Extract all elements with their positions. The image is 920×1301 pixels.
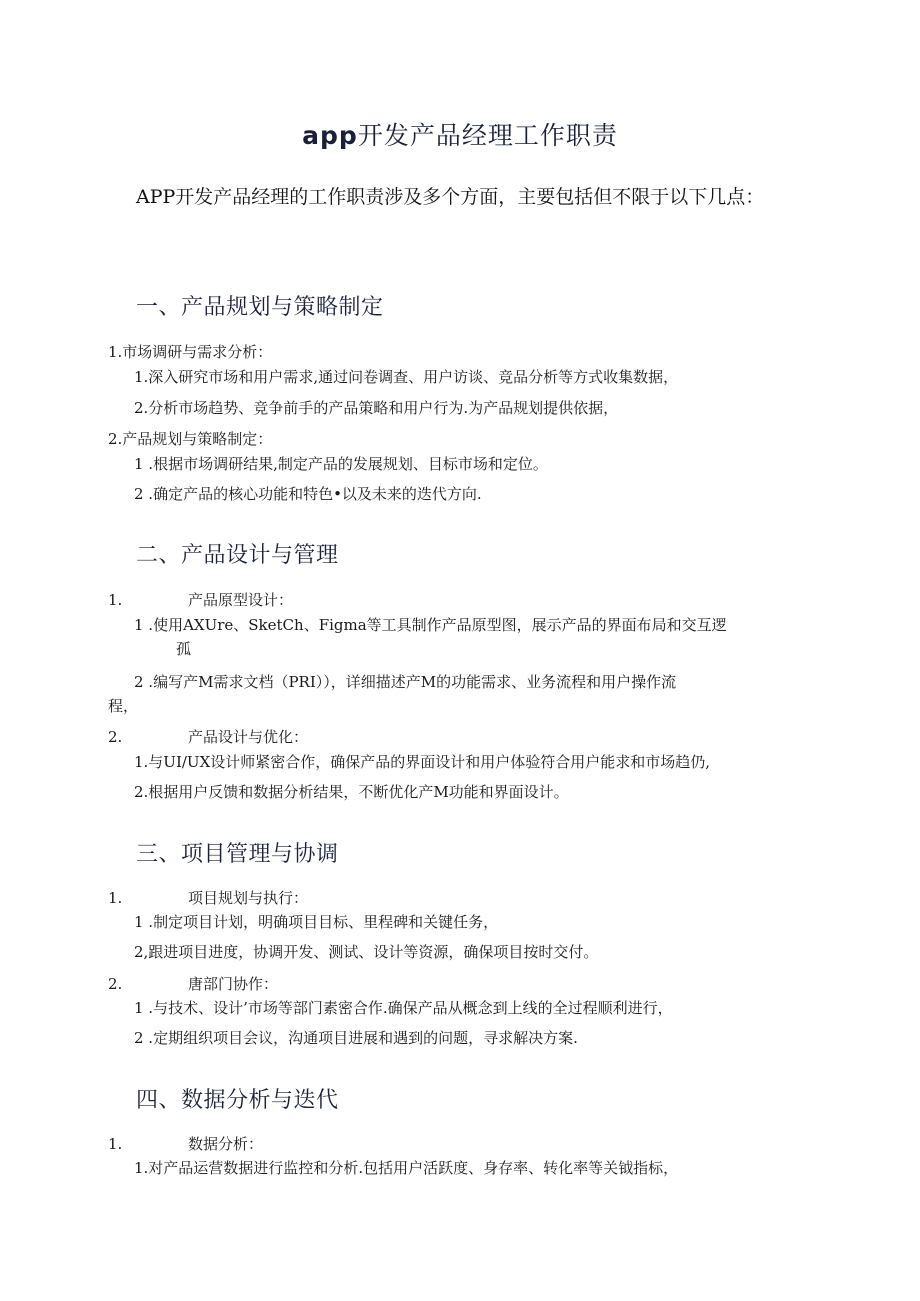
item-label: 2.产品规划与策略制定： [108,430,273,448]
item-number: 1. [108,591,123,609]
item-label-text: 数据分析： [188,1135,264,1153]
item-label [108,726,308,747]
item-number: 1. [108,1135,123,1153]
sub-item: 2 .确定产品的核心功能和特色•以及未来的迭代方向. [134,485,482,503]
item-label [108,1133,263,1154]
item-label-text: 产品原型设计： [188,591,294,609]
sub-item: 2,跟进项目进度，协调开发、测试、设计等资源，确保项目按时交付。 [134,943,599,961]
sub-item: 1.深入研究市场和用户需求,通过问卷调查、用户访谈、竞品分析等方式收集数据， [134,368,679,386]
intro-paragraph: APP开发产品经理的工作职责涉及多个方面，主要包括但不限于以下几点： [136,186,765,208]
sub-item: 1.与UI/UX设计师紧密合作，确保产品的界面设计和用户体验符合用户能求和市场趋仍, [134,753,711,771]
sub-item-continuation: 孤 [176,640,192,658]
sub-item: 1 .根据市场调研结果,制定产品的发展规划、目标市场和定位。 [134,455,548,473]
document-title-rest: 开发产品经理工作职责 [357,121,618,150]
sub-item: 1 .制定项目计划，明确项目目标、里程碑和关键任务， [134,913,499,931]
sub-item: 1 .使用AXUre、SketCh、Figma等工具制作产品原型图，展示产品的界面布局和交互逻 [134,616,727,634]
item-label-text: 唐部门协作： [188,975,279,993]
document-title-latin: app [302,121,358,150]
sub-item: 1 .与技术、设计’市场等部门素密合作.确保产品从概念到上线的全过程顺利进行， [134,999,673,1017]
item-number: 1. [108,889,123,907]
section-heading-2: 二、产品设计与管理 [136,543,339,568]
item-label-text: 产品设计与优化： [188,728,309,746]
sub-item: 2.根据用户反馈和数据分析结果，不断优化产M功能和界面设计。 [134,783,569,801]
item-label [108,589,293,610]
section-heading-3: 三、项目管理与协调 [136,842,339,867]
sub-item: 2 .编写产M需求文档（PRI）），详细描述产M的功能需求、业务流程和用户操作流 [134,673,677,691]
item-label: 1.市场调研与需求分析： [108,343,273,361]
item-number: 2. [108,975,123,993]
sub-item-continuation: 程， [108,697,139,715]
document-title [0,116,920,152]
section-heading-4: 四、数据分析与迭代 [136,1088,339,1113]
sub-item: 2 .定期组织项目会议，沟通项目进展和遇到的问题，寻求解决方案. [134,1029,578,1047]
item-label [108,973,278,994]
sub-item: 2.分析市场趋势、竞争前手的产品策略和用户行为.为产品规划提供依据， [134,399,619,417]
sub-item: 1.对产品运营数据进行监控和分析.包括用户活跃度、身存率、转化率等关钺指标， [134,1159,679,1177]
item-label [108,887,308,908]
section-heading-1: 一、产品规划与策略制定 [136,295,384,320]
item-label-text: 项目规划与执行： [188,889,309,907]
item-number: 2. [108,728,123,746]
